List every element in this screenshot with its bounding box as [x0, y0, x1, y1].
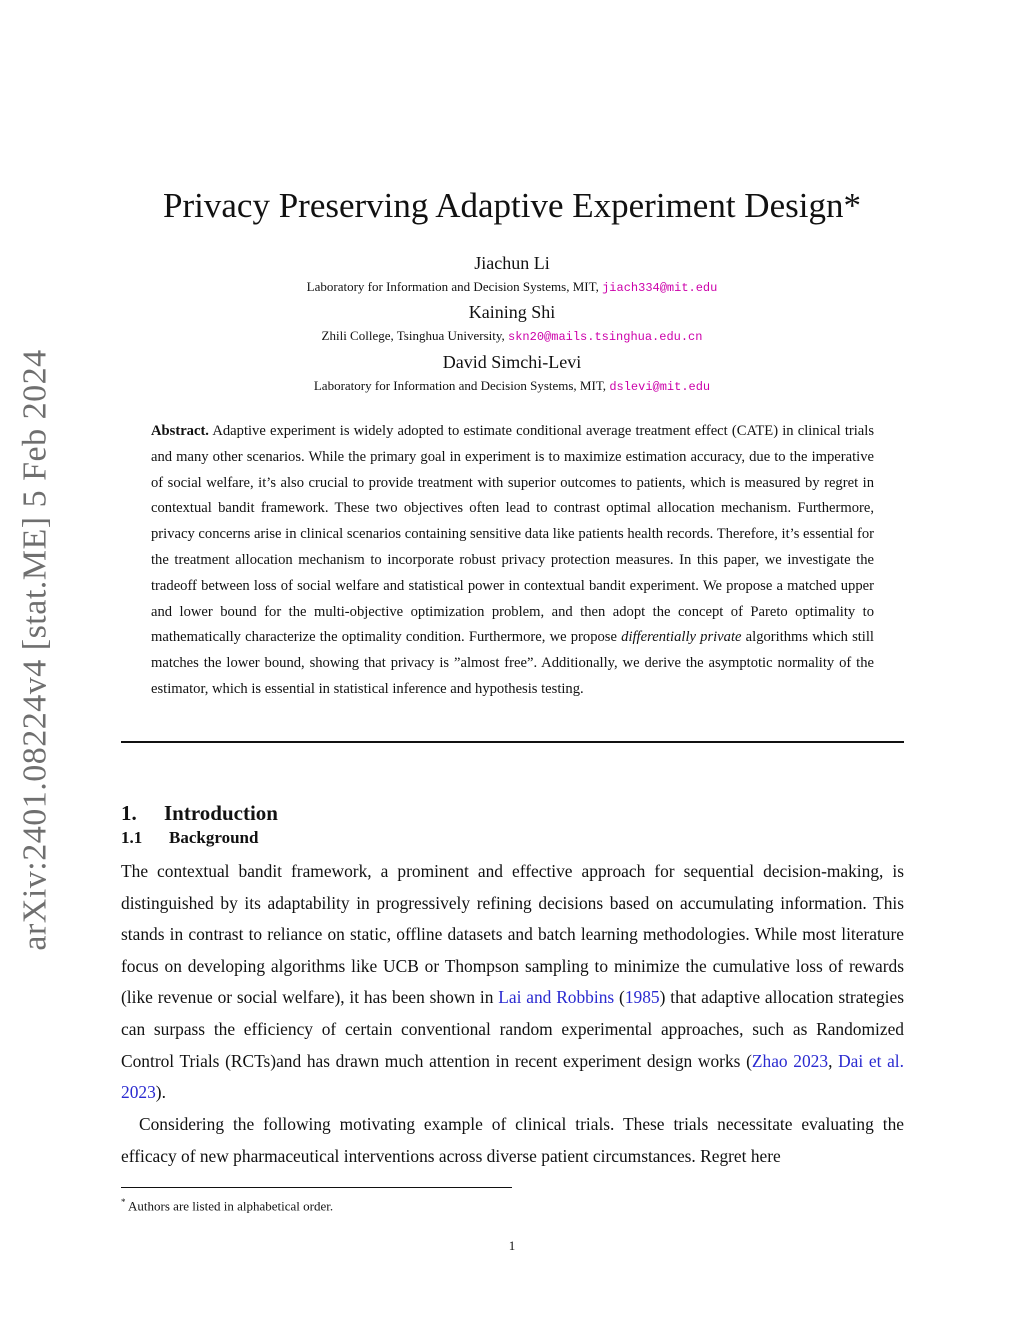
subsection-title: Background	[169, 828, 259, 847]
footnote	[121, 1197, 333, 1214]
citation-link[interactable]: Zhao 2023	[751, 1050, 829, 1071]
author-email[interactable]: dslevi@mit.edu	[609, 380, 711, 394]
abstract	[151, 419, 874, 703]
section-heading	[121, 801, 278, 826]
arxiv-identifier: arXiv:2401.08224v4 [stat.ME] 5 Feb 2024	[17, 349, 54, 951]
section-title: Introduction	[164, 801, 278, 825]
citation-link[interactable]: Lai and Robbins	[498, 987, 615, 1008]
section-number: 1.	[121, 801, 137, 825]
page-number: 1	[508, 1238, 516, 1253]
author-block-2	[0, 302, 1024, 344]
abstract-emphasis: differentially private	[621, 629, 742, 646]
paper-title: Privacy Preserving Adaptive Experiment Design*	[163, 186, 861, 225]
author-block-1	[0, 253, 1024, 295]
subsection-number: 1.1	[121, 828, 143, 847]
author-affiliation: Laboratory for Information and Decision Systems, MIT, dslevi@mit.edu	[313, 378, 711, 394]
author-name: David Simchi-Levi	[442, 352, 582, 372]
paragraph: Considering the following motivating example of clinical trials. These trials necessitate evaluating the efficacy of new pharmaceutical interventions across diverse patient circumstances. Regret here	[121, 1114, 904, 1166]
author-name: Kaining Shi	[468, 302, 556, 322]
author-affiliation: Laboratory for Information and Decision Systems, MIT, jiach334@mit.edu	[306, 279, 718, 295]
citation-year-link[interactable]: 1985	[624, 987, 660, 1008]
author-block-3	[0, 352, 1024, 394]
paragraph: The contextual bandit framework, a prominent and effective approach for sequential decision-making, is distinguished by its adaptability in progressively refining decisions based on accumulating information. This stands in contrast to reliance on static, offline datasets and batch learning methodologies. While most literature focus on developing algorithms like UCB or Thompson sampling to minimize the cumulative loss of rewards (like revenue or social welfare), it has been shown in Lai and Robbins (1985) that adaptive allocation strategies can surpass the efficiency of certain conventional random experimental approaches, such as Randomized Control Trials (RCTs)and has drawn much attention in recent experiment design works (Zhao 2023, Dai et al. 2023).	[121, 861, 904, 1103]
arxiv-side-stamp	[0, 349, 72, 951]
abstract-text: Adaptive experiment is widely adopted to estimate conditional average treatment effect (CATE) in clinical trials and many other scenarios. While the primary goal in experiment is to maximize estimation accuracy, due to the imperative of social welfare, it’s also crucial to provide treatment with superior outcomes to patients, which is measured by regret in contextual bandit framework. These two objectives often lead to contrast optimal allocation mechanism. Furthermore, privacy concerns arise in clinical scenarios containing sensitive data like patients health records. Therefore, it’s essential for the treatment allocation mechanism to incorporate robust privacy protection measures. In this paper, we investigate the tradeoff between loss of social welfare and statistical power in contextual bandit experiment. We propose a matched upper and lower bound for the multi-objective optimization problem, and then adopt the concept of Pareto optimality to mathematically characterize the optimality condition. Furthermore, we propose	[151, 423, 874, 646]
author-email[interactable]: jiach334@mit.edu	[602, 281, 718, 295]
author-affiliation: Zhili College, Tsinghua University, skn20@mails.tsinghua.edu.cn	[321, 328, 703, 344]
author-email[interactable]: skn20@mails.tsinghua.edu.cn	[508, 330, 703, 344]
footnote-mark: *	[121, 1197, 126, 1207]
abstract-label: Abstract.	[151, 423, 209, 439]
footnote-divider	[121, 1187, 512, 1188]
abstract-text-continued: algorithms which still matches the lower bound, showing that privacy is ”almost free”. Additionally, we derive the asymptotic normality of the estimator, which is essential in statistical inference and hypothesis testing.	[151, 629, 874, 697]
citation-link[interactable]: Dai et al. 2023	[121, 1050, 904, 1103]
footnote-text: Authors are listed in alphabetical order.	[128, 1198, 334, 1214]
author-name: Jiachun Li	[474, 253, 550, 273]
abstract-divider	[121, 741, 904, 743]
subsection-heading	[121, 828, 258, 848]
